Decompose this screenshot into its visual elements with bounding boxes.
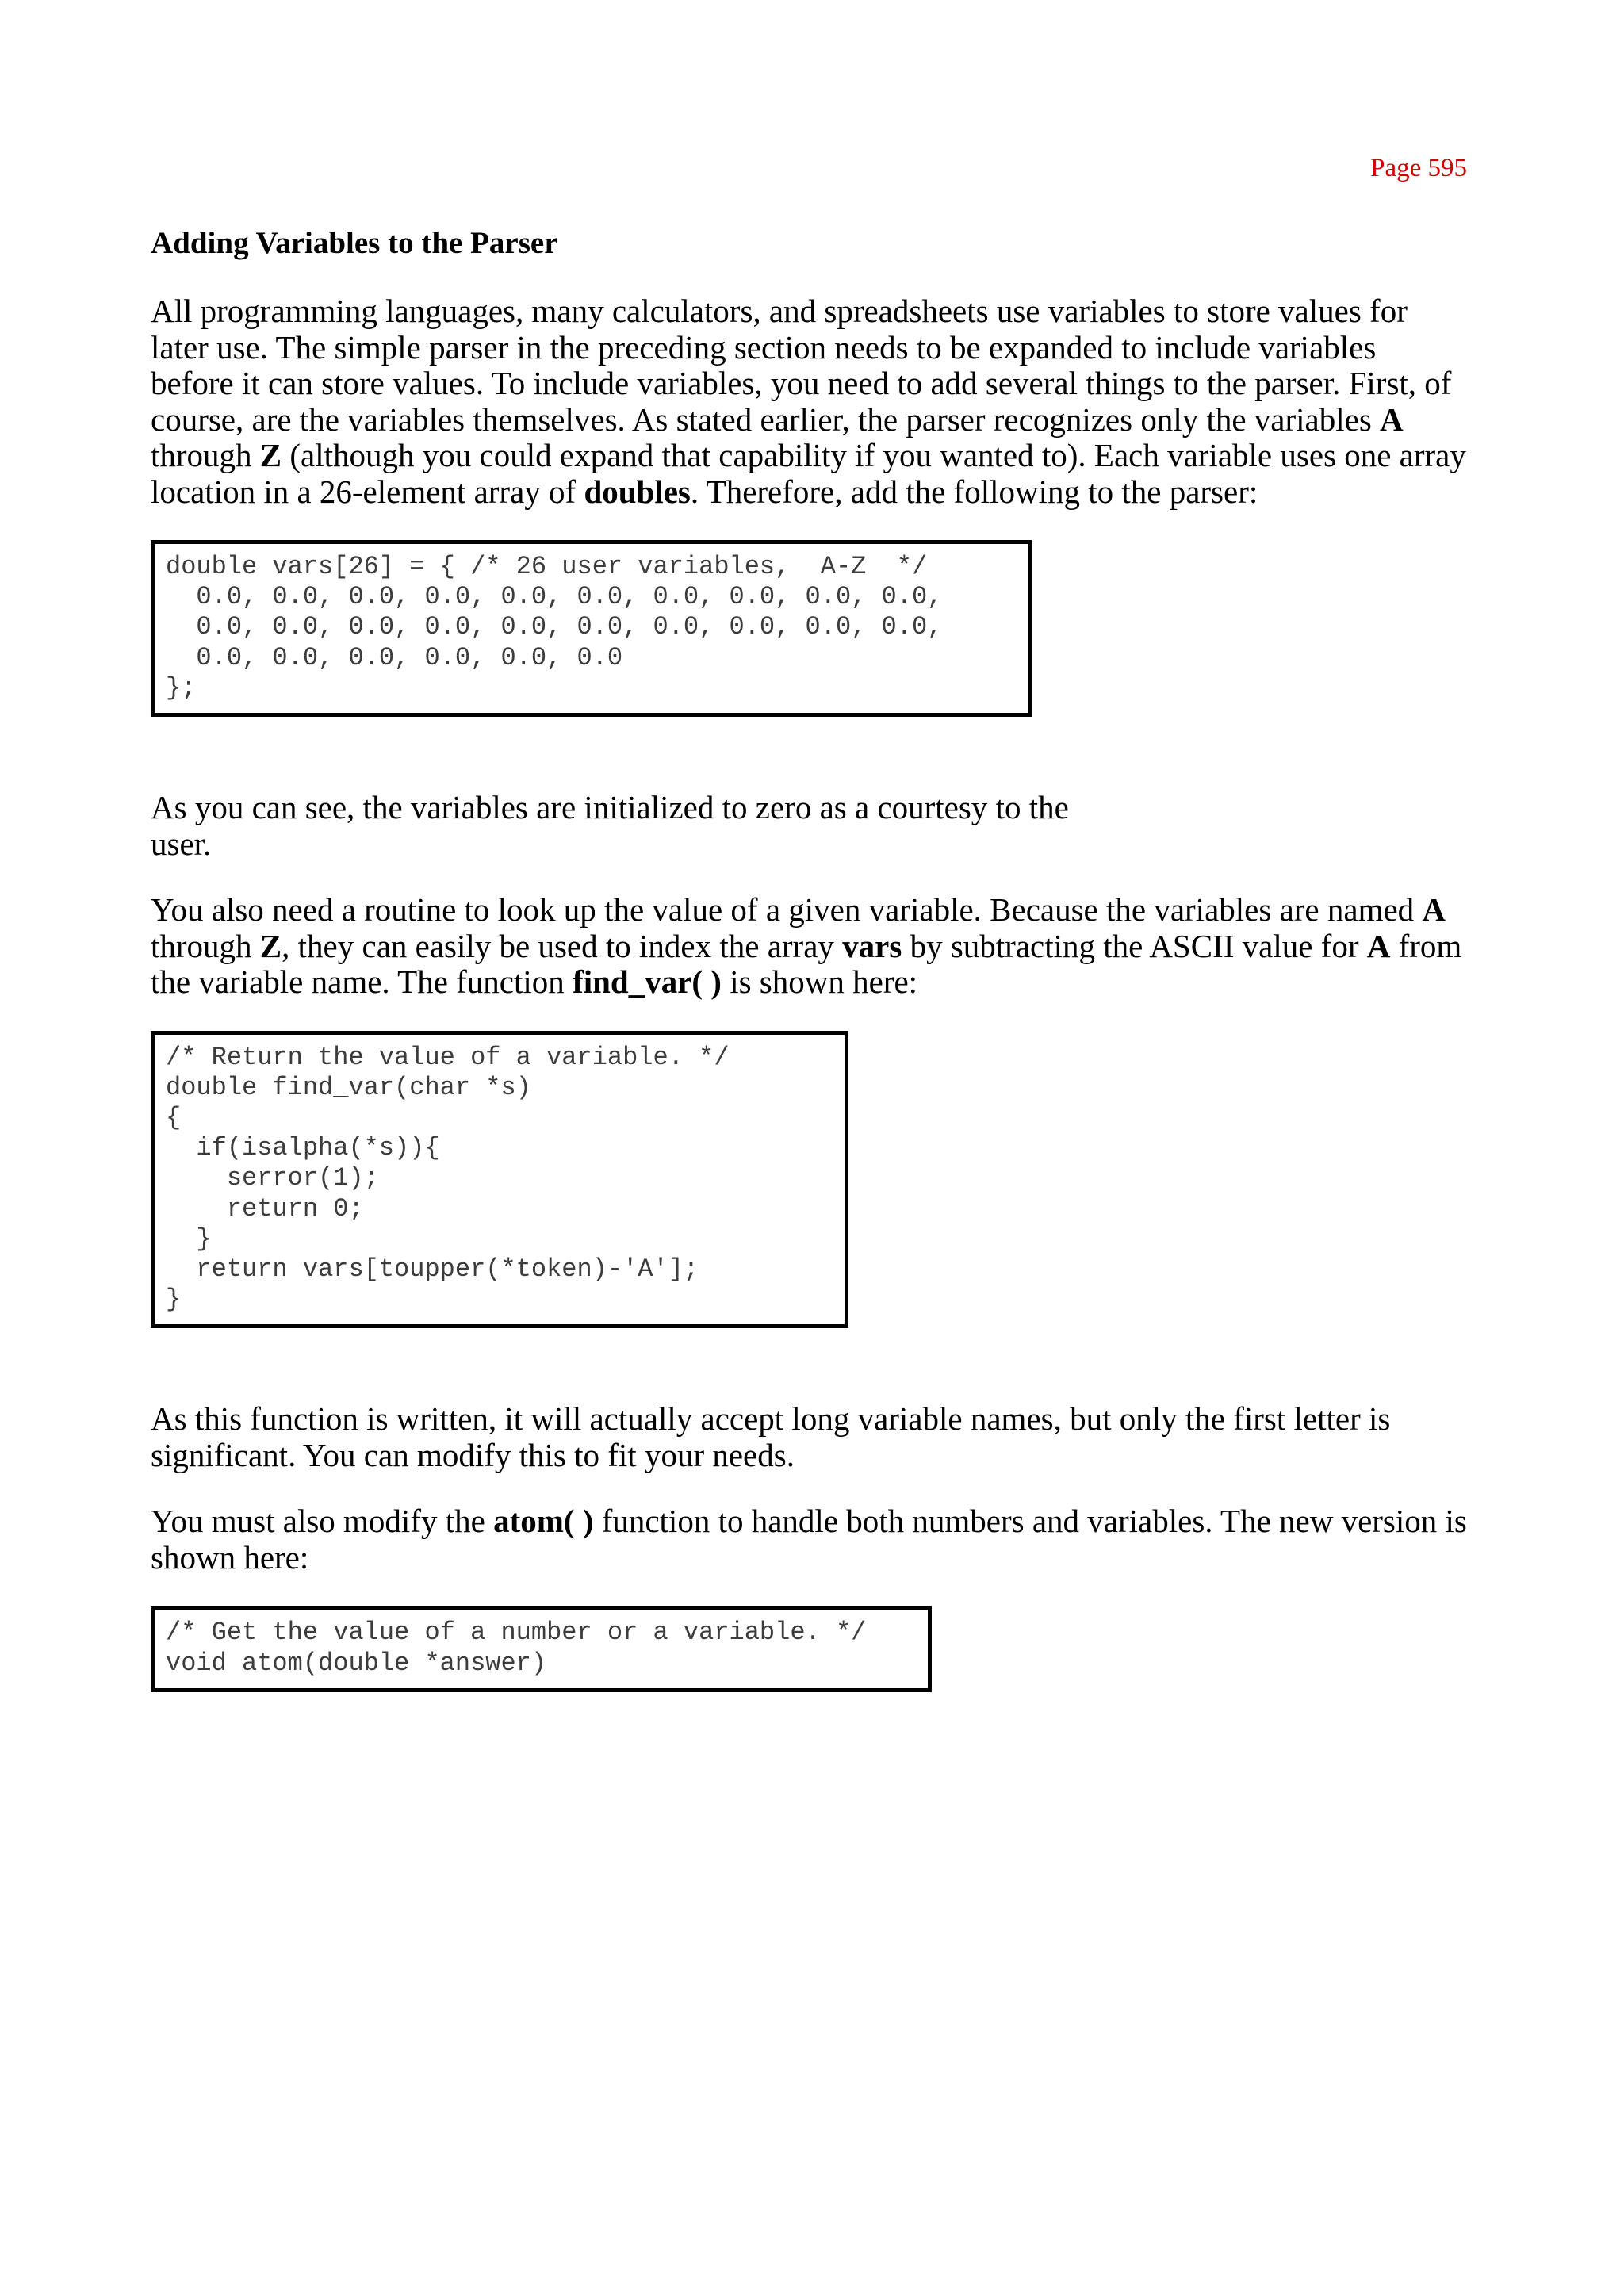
code-line: 0.0, 0.0, 0.0, 0.0, 0.0, 0.0, 0.0, 0.0, 0.0, 0.0, — [166, 612, 943, 642]
code-line: double find_var(char *s) — [166, 1072, 531, 1102]
text-run: All programming languages, many calculators, and spreadsheets use variables to store values for later use. The simple parser in the preceding section needs to be expanded to include variables before it can store values. To include variables, you need to add several things to the parser. First, of course, are the variables themselves. As stated earlier, the parser recognizes only the variables — [151, 293, 1452, 438]
bold-term: vars — [842, 927, 902, 964]
document-body — [151, 220, 1467, 1765]
code-line: /* Get the value of a number or a variable. */ — [166, 1618, 867, 1648]
bold-term: atom( ) — [493, 1503, 594, 1540]
code-line: serror(1); — [166, 1163, 379, 1193]
code-line: { — [166, 1102, 182, 1132]
bold-term: A — [1366, 927, 1391, 964]
text-run: by subtracting the ASCII value for — [902, 927, 1367, 964]
paragraph-initialized-note — [151, 790, 1102, 862]
text-run: through — [151, 437, 260, 473]
text-run: . Therefore, add the following to the parser: — [690, 473, 1258, 510]
bold-term: find_var( ) — [573, 963, 722, 1001]
code-line: if(isalpha(*s)){ — [166, 1133, 440, 1163]
code-block-atom — [151, 1606, 932, 1691]
bold-term: A — [1422, 891, 1446, 929]
code-line: return 0; — [166, 1193, 364, 1224]
paragraph-atom-modify — [151, 1503, 1467, 1576]
code-line: return vars[toupper(*token)-'A']; — [166, 1254, 699, 1284]
code-line: } — [166, 1285, 182, 1315]
page-number: Page 595 — [1370, 154, 1467, 182]
section-heading: Adding Variables to the Parser — [151, 226, 558, 260]
code-line: } — [166, 1224, 212, 1254]
text-run: , they can easily be used to index the array — [282, 927, 843, 964]
paragraph-intro — [151, 293, 1467, 510]
bold-term: Z — [259, 927, 282, 964]
text-run: As you can see, the variables are initialized to zero as a courtesy to the user. — [151, 789, 1069, 862]
text-run: from the variable name. The function — [151, 927, 1462, 1001]
text-run: is shown here: — [721, 963, 918, 1001]
text-run: As this function is written, it will actually accept long variable names, but only the first letter is significant. You can modify this to fit your needs. — [151, 1400, 1391, 1473]
bold-term: Z — [259, 437, 282, 473]
code-block-find-var — [151, 1031, 848, 1329]
text-run: function to handle both numbers and variables. The new version is shown here: — [151, 1503, 1467, 1576]
bold-term: doubles — [584, 473, 691, 510]
code-line: /* Return the value of a variable. */ — [166, 1042, 730, 1072]
text-run: (although you could expand that capability if you wanted to). Each variable uses one array location in a 26-element array of — [151, 437, 1466, 510]
paragraph-lookup-routine — [151, 892, 1467, 1001]
code-line: void atom(double *answer) — [166, 1648, 547, 1678]
code-line: }; — [166, 672, 197, 703]
text-run: You also need a routine to look up the value of a given variable. Because the variables are named — [151, 891, 1423, 929]
bold-term: A — [1380, 400, 1404, 438]
code-line: 0.0, 0.0, 0.0, 0.0, 0.0, 0.0, 0.0, 0.0, 0.0, 0.0, — [166, 582, 943, 612]
code-line: 0.0, 0.0, 0.0, 0.0, 0.0, 0.0 — [166, 642, 623, 672]
paragraph-long-names — [151, 1401, 1467, 1473]
code-block-vars-declaration — [151, 540, 1032, 717]
code-line: double vars[26] = { /* 26 user variables, A-Z */ — [166, 552, 928, 581]
text-run: through — [151, 927, 260, 964]
text-run: You must also modify the — [151, 1503, 494, 1540]
